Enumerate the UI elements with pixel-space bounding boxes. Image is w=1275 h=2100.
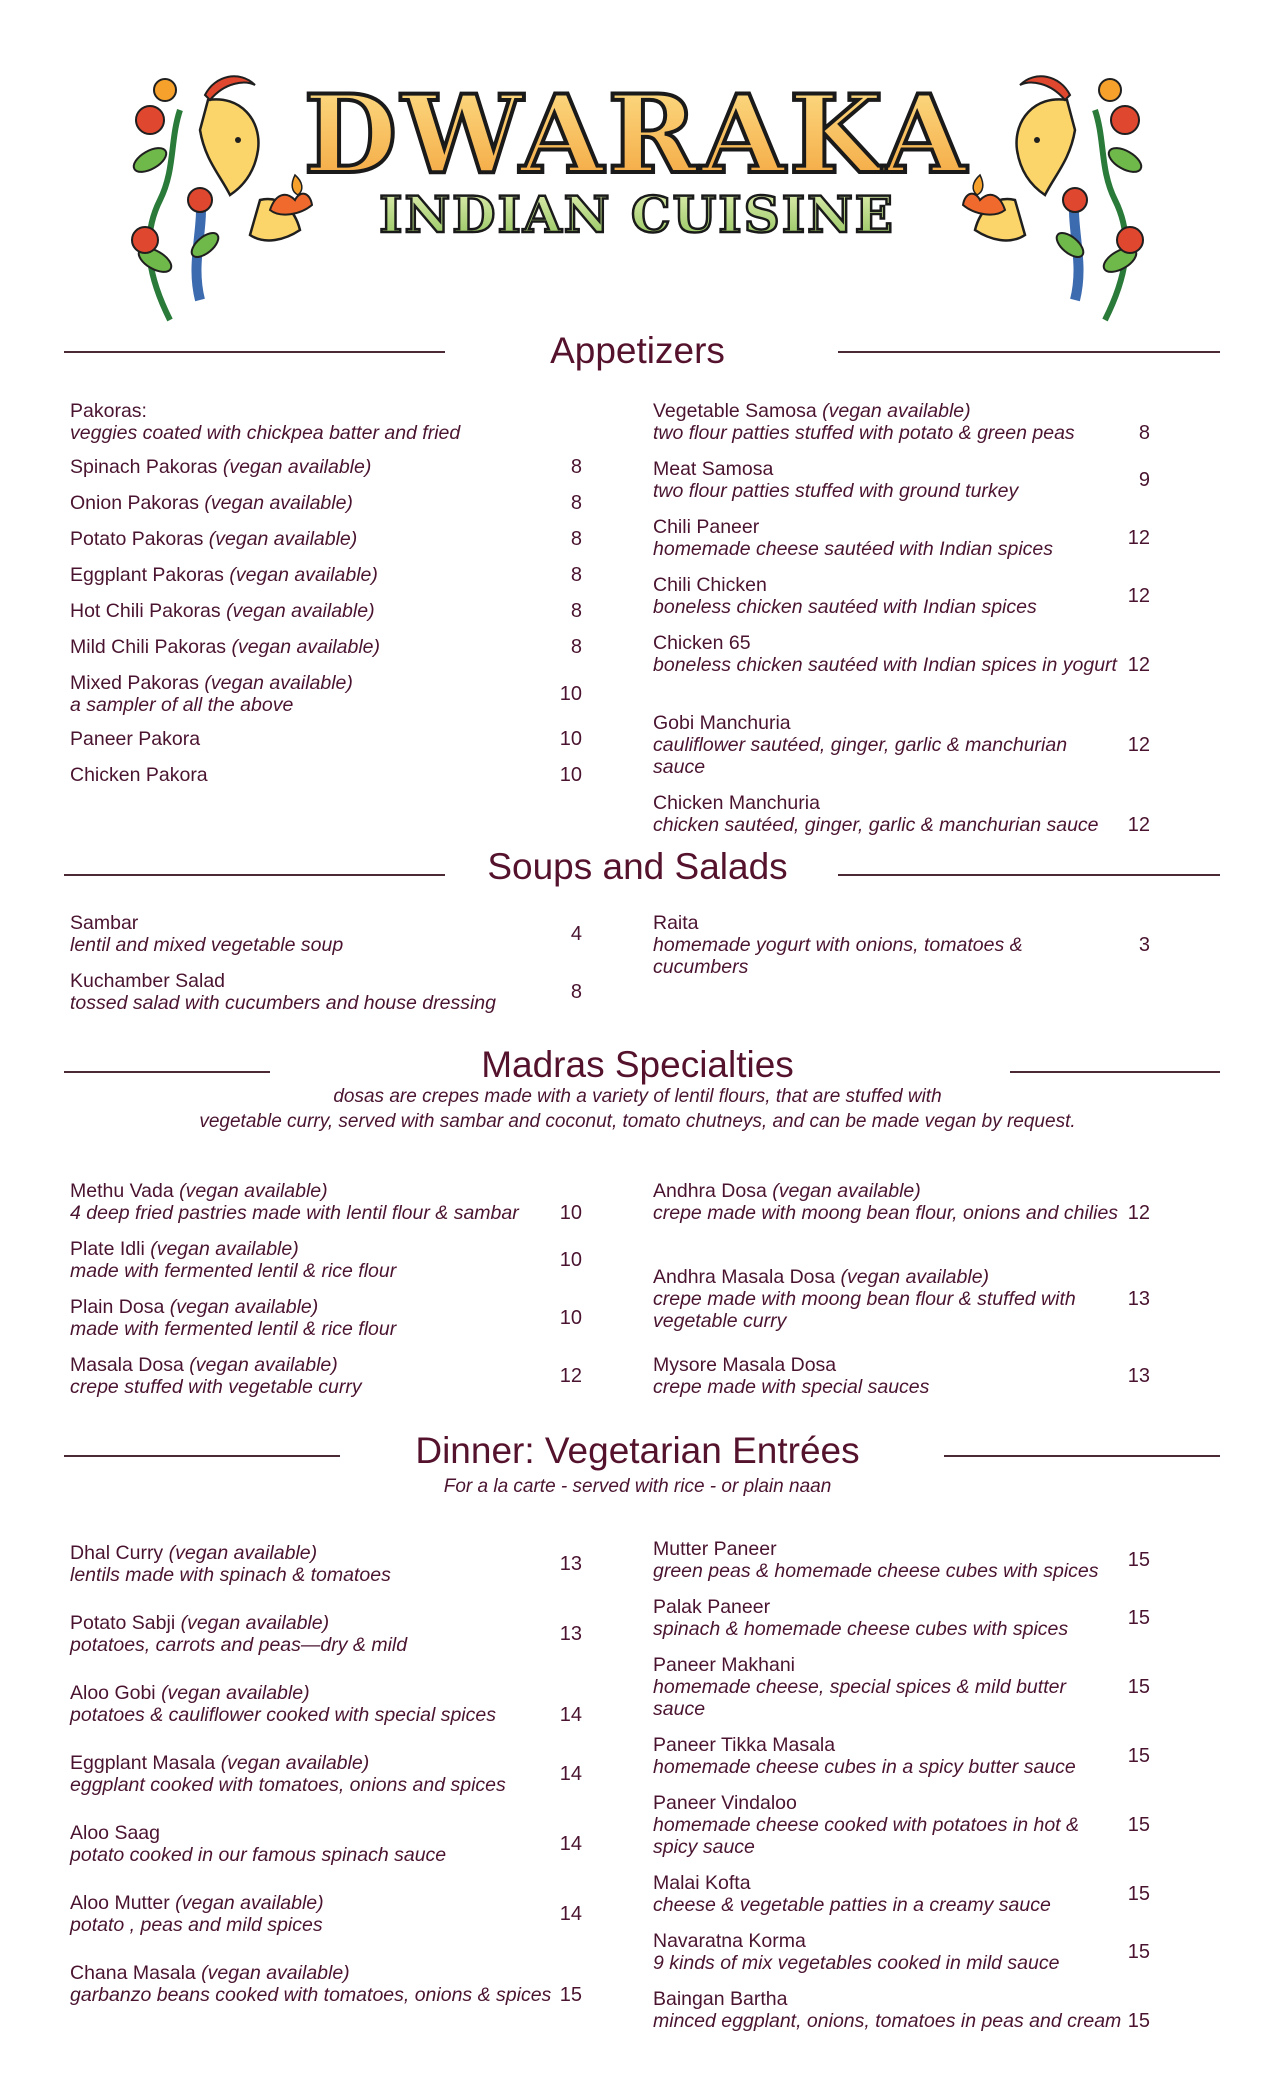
menu-item [70,672,570,716]
item-price: 15 [1127,2010,1150,2032]
item-name: Gobi Manchuria [653,712,791,734]
item-name: Mysore Masala Dosa [653,1354,837,1376]
section-title-soups-and-salads: Soups and Salads [487,846,788,887]
item-name: Eggplant Pakoras [70,564,224,586]
menu-item [653,1654,1123,1720]
item-description: homemade yogurt with onions, tomatoes & cucumbers [653,934,1023,978]
menu-item [70,728,570,750]
item-name: Andhra Dosa [653,1180,767,1202]
menu-item [653,1988,1123,2032]
item-price: 15 [559,1984,582,2006]
menu-item [653,712,1123,778]
item-name: Chicken 65 [653,632,751,654]
item-name: Onion Pakoras [70,492,199,514]
menu-item [70,528,570,550]
menu-item [653,1872,1123,1916]
item-name: Chicken Manchuria [653,792,820,814]
menu-item [653,1354,1123,1398]
item-name-line [70,528,570,550]
menu-item [70,1612,570,1656]
item-name: Chili Paneer [653,516,760,538]
section-title-appetizers: Appetizers [550,330,725,371]
item-name-line [653,516,1123,538]
item-vegan-note: (vegan available) [840,1266,990,1288]
item-price: 8 [570,564,582,586]
item-name: Dhal Curry [70,1542,164,1564]
item-vegan-note: (vegan available) [189,1354,338,1376]
menu-item [70,1180,570,1224]
item-name-line [70,1354,570,1376]
item-name-line [653,1538,1123,1560]
item-price: 14 [559,1763,582,1785]
item-description: garbanzo beans cooked with tomatoes, onions & spices [70,1984,552,2006]
item-name: Paneer Tikka Masala [653,1734,836,1756]
header-illustration [0,0,1275,335]
item-name: Aloo Mutter [70,1892,170,1914]
brand-logo: DWARAKA [303,72,971,198]
item-name: Sambar [70,912,139,934]
item-name: Chana Masala [70,1962,196,1984]
item-name-line [70,1542,570,1564]
item-name-line [653,1596,1123,1618]
item-name-line [70,1752,570,1774]
item-vegan-note: (vegan available) [772,1180,921,1202]
item-name: Malai Kofta [653,1872,751,1894]
menu-item [70,1238,570,1282]
item-description: potatoes & cauliflower cooked with special spices [70,1704,496,1726]
item-price: 10 [559,764,582,786]
item-description: homemade cheese sautéed with Indian spices [653,538,1053,560]
item-price: 8 [570,981,582,1003]
item-name: Navaratna Korma [653,1930,806,1952]
item-description: tossed salad with cucumbers and house dressing [70,992,496,1014]
item-name-line [653,1180,1123,1202]
item-name: Vegetable Samosa [653,400,817,422]
item-name: Mild Chili Pakoras [70,636,227,658]
item-name: Aloo Saag [70,1822,160,1844]
menu-item [653,1930,1123,1974]
item-price: 15 [1127,1814,1150,1836]
divider-left [64,1071,270,1073]
item-price: 15 [1127,1941,1150,1963]
item-description: two flour patties stuffed with potato & green peas [653,422,1075,444]
item-description: eggplant cooked with tomatoes, onions and spices [70,1774,506,1796]
menu-item [70,564,570,586]
item-vegan-note: (vegan available) [180,1612,330,1634]
item-vegan-note: (vegan available) [161,1682,310,1704]
item-price: 15 [1127,1607,1150,1629]
item-description: potatoes, carrots and peas—dry & mild [70,1634,408,1656]
item-price: 14 [559,1704,582,1726]
menu-item [70,456,570,478]
item-name-line [653,632,1123,654]
divider-right [838,874,1220,876]
menu-item [653,632,1123,676]
item-description: green peas & homemade cheese cubes with spices [653,1560,1099,1582]
item-price: 10 [559,683,582,705]
item-name: Pakoras: [70,400,147,422]
item-name-line [653,1930,1123,1952]
item-name: Andhra Masala Dosa [653,1266,836,1288]
right-goddess-icon [963,76,1145,320]
item-vegan-note: (vegan available) [822,400,971,422]
item-description: potato , peas and mild spices [70,1914,323,1936]
item-price: 3 [1138,934,1150,956]
item-price: 4 [570,923,582,945]
item-name: Mutter Paneer [653,1538,777,1560]
subtitle-line: dosas are crepes made with a variety of lentil flours, that are stuffed with [333,1086,942,1107]
item-name: Palak Paneer [653,1596,771,1618]
item-vegan-note: (vegan available) [222,456,372,478]
item-name-line [70,764,570,786]
menu-item [653,1538,1123,1582]
item-description: boneless chicken sautéed with Indian spices [653,596,1037,618]
menu-item [70,1682,570,1726]
item-description: crepe stuffed with vegetable curry [70,1376,362,1398]
item-price: 15 [1127,1745,1150,1767]
menu-item [70,1354,570,1398]
menu-item [653,1180,1123,1224]
menu-item [70,636,570,658]
item-price: 15 [1127,1883,1150,1905]
menu-item [70,1296,570,1340]
item-name-line [70,1822,570,1844]
menu-item [653,574,1123,618]
item-name: Spinach Pakoras [70,456,218,478]
item-name-line [70,1296,570,1318]
menu-item [653,912,1123,978]
item-price: 8 [570,456,582,478]
item-price: 13 [1127,1365,1150,1387]
menu-item [653,516,1123,560]
item-price: 14 [559,1833,582,1855]
item-name-line [70,456,570,478]
item-description: spinach & homemade cheese cubes with spices [653,1618,1069,1640]
menu-item [70,970,570,1014]
item-name-line [70,672,570,694]
item-price: 10 [559,728,582,750]
item-price: 13 [1127,1288,1150,1310]
menu-item [70,492,570,514]
menu-item [653,792,1123,836]
menu-item [70,912,570,956]
item-price: 12 [559,1365,582,1387]
item-description: homemade cheese cooked with potatoes in hot & spicy sauce [653,1814,1080,1858]
item-description: potato cooked in our famous spinach sauce [70,1844,447,1866]
item-price: 12 [1127,1202,1150,1224]
menu-item [70,600,570,622]
subtitle-line: For a la carte - served with rice - or plain naan [443,1476,832,1497]
item-vegan-note: (vegan available) [168,1542,318,1564]
menu-item [653,1596,1123,1640]
menu-item [70,764,570,786]
item-name: Paneer Makhani [653,1654,796,1676]
item-description: chicken sautéed, ginger, garlic & manchurian sauce [653,814,1099,836]
item-vegan-note: (vegan available) [150,1238,299,1260]
menu-item [653,1734,1123,1778]
item-price: 8 [570,636,582,658]
item-price: 15 [1127,1676,1150,1698]
item-name-line [653,1654,1123,1676]
menu-item [653,1266,1123,1332]
menu-item [70,1752,570,1796]
item-price: 8 [570,492,582,514]
item-price: 14 [559,1903,582,1925]
item-price: 9 [1138,469,1150,491]
item-name: Hot Chili Pakoras [70,600,221,622]
item-name-line [70,636,570,658]
item-description: 4 deep fried pastries made with lentil flour & sambar [70,1202,519,1224]
item-description: boneless chicken sautéed with Indian spices in yogurt [653,654,1117,676]
item-name: Meat Samosa [653,458,774,480]
item-vegan-note: (vegan available) [231,636,380,658]
item-price: 12 [1127,814,1150,836]
item-description: homemade cheese, special spices & mild butter sauce [653,1676,1066,1720]
item-name-line [653,1354,1123,1376]
item-description: made with fermented lentil & rice flour [70,1260,397,1282]
item-name-line [70,1682,570,1704]
item-description: crepe made with moong bean flour & stuffed with vegetable curry [653,1288,1076,1332]
item-price: 15 [1127,1549,1150,1571]
divider-left [64,1455,340,1457]
item-description: homemade cheese cubes in a spicy butter sauce [653,1756,1076,1778]
item-description: veggies coated with chickpea batter and fried [70,422,461,444]
item-name-line [70,1892,570,1914]
item-name: Methu Vada [70,1180,174,1202]
item-name: Eggplant Masala [70,1752,216,1774]
divider-right [944,1455,1220,1457]
item-name: Raita [653,912,699,934]
item-vegan-note: (vegan available) [204,672,353,694]
item-name: Plain Dosa [70,1296,165,1318]
item-price: 10 [559,1202,582,1224]
header [0,0,1275,335]
item-description: lentil and mixed vegetable soup [70,934,344,956]
menu-item [70,1822,570,1866]
item-vegan-note: (vegan available) [169,1296,319,1318]
tagline-logo: INDIAN CUISINE [379,185,895,244]
item-name-line [70,492,570,514]
item-name-line [653,574,1123,596]
item-name-line [653,1266,1123,1288]
item-description: 9 kinds of mix vegetables cooked in mild sauce [653,1952,1060,1974]
item-name: Potato Pakoras [70,528,204,550]
item-name-line [653,400,1123,422]
divider-left [64,351,445,353]
item-name: Chicken Pakora [70,764,208,786]
item-name: Potato Sabji [70,1612,176,1634]
item-name-line [653,1988,1123,2010]
item-price: 13 [559,1623,582,1645]
item-description: lentils made with spinach & tomatoes [70,1564,391,1586]
item-name: Kuchamber Salad [70,970,226,992]
divider-left [64,874,445,876]
item-name-line [653,1734,1123,1756]
menu-item [653,1792,1123,1858]
item-name-line [70,600,570,622]
item-name-line [653,792,1123,814]
item-price: 8 [1138,422,1150,444]
item-name-line [70,1238,570,1260]
item-price: 12 [1127,585,1150,607]
left-goddess-icon [130,76,312,320]
item-name: Chili Chicken [653,574,767,596]
item-name-line [70,1180,570,1202]
item-name-line [70,728,570,750]
item-description: crepe made with moong bean flour, onions and chilies [653,1202,1119,1224]
item-name-line [653,912,1123,934]
divider-right [838,351,1220,353]
item-name: Mixed Pakoras [70,672,199,694]
menu-item [70,1892,570,1936]
item-name: Plate Idli [70,1238,145,1260]
item-name-line [653,1792,1123,1814]
item-vegan-note: (vegan available) [204,492,353,514]
item-name-line [70,1962,570,1984]
item-name-line [70,400,570,422]
item-name-line [70,970,570,992]
item-description: two flour patties stuffed with ground turkey [653,480,1019,502]
item-name-line [70,1612,570,1634]
item-name-line [653,1872,1123,1894]
item-vegan-note: (vegan available) [229,564,378,586]
item-vegan-note: (vegan available) [179,1180,328,1202]
item-description: made with fermented lentil & rice flour [70,1318,397,1340]
menu-item [70,1962,570,2006]
item-price: 12 [1127,734,1150,756]
section-subtitle [0,1474,1275,1499]
item-name: Masala Dosa [70,1354,184,1376]
menu-item [653,458,1123,502]
item-description: a sampler of all the above [70,694,294,716]
item-name-line [70,912,570,934]
item-name-line [653,712,1123,734]
subtitle-line: vegetable curry, served with sambar and coconut, tomato chutneys, and can be made vegan by request. [199,1111,1076,1132]
item-price: 12 [1127,654,1150,676]
item-price: 10 [559,1307,582,1329]
item-description: cauliflower sautéed, ginger, garlic & manchurian sauce [653,734,1068,778]
item-name-line [70,564,570,586]
item-vegan-note: (vegan available) [220,1752,370,1774]
item-price: 8 [570,528,582,550]
item-description: cheese & vegetable patties in a creamy sauce [653,1894,1051,1916]
item-description: minced eggplant, onions, tomatoes in peas and cream [653,2010,1122,2032]
section-title-dinner-vegetarian-entr-es: Dinner: Vegetarian Entrées [415,1430,860,1471]
item-price: 13 [559,1553,582,1575]
menu-item [70,400,570,444]
menu-item [70,1542,570,1586]
item-name: Aloo Gobi [70,1682,156,1704]
item-name: Paneer Vindaloo [653,1792,797,1814]
item-name: Paneer Pakora [70,728,201,750]
section-subtitle [0,1084,1275,1134]
item-vegan-note: (vegan available) [208,528,358,550]
item-price: 8 [570,600,582,622]
item-vegan-note: (vegan available) [175,1892,324,1914]
item-vegan-note: (vegan available) [226,600,375,622]
item-vegan-note: (vegan available) [201,1962,350,1984]
divider-right [1010,1071,1220,1073]
item-price: 12 [1127,527,1150,549]
item-price: 10 [559,1249,582,1271]
item-name-line [653,458,1123,480]
section-title-madras-specialties: Madras Specialties [481,1044,794,1085]
item-name: Baingan Bartha [653,1988,788,2010]
menu-item [653,400,1123,444]
item-description: crepe made with special sauces [653,1376,930,1398]
